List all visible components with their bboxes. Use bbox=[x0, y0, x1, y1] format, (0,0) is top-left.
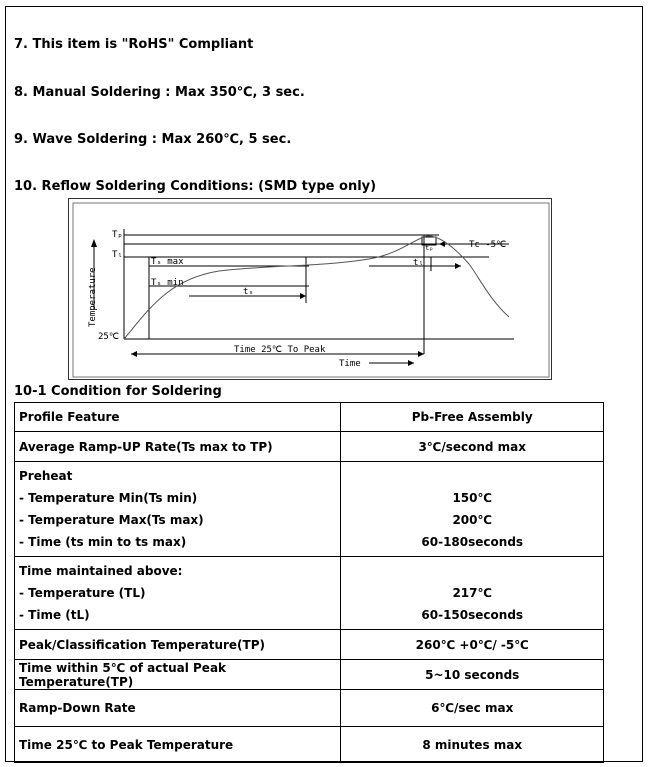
time-to-peak-feature: Time 25℃ to Peak Temperature bbox=[15, 727, 341, 763]
maintained-line: - Temperature (TL) bbox=[19, 586, 146, 600]
maintained-values bbox=[341, 557, 604, 630]
maintained-value: 60-150seconds bbox=[421, 608, 524, 622]
peak-feature: Peak/Classification Temperature(TP) bbox=[15, 630, 341, 660]
preheat-value: 60-180seconds bbox=[421, 535, 524, 549]
ts-max-label: Tₛ max bbox=[151, 257, 184, 267]
table-row bbox=[15, 462, 604, 557]
reflow-profile-diagram bbox=[68, 198, 552, 380]
ramp-down-value: 6℃/sec max bbox=[341, 690, 604, 727]
time-to-peak-arrow-head bbox=[418, 351, 424, 357]
reflow-profile-svg bbox=[69, 199, 553, 381]
time-to-peak-value: 8 minutes max bbox=[341, 727, 604, 763]
preheat-line: - Time (ts min to ts max) bbox=[19, 535, 187, 549]
time-label: Time bbox=[339, 359, 361, 369]
maintained-line: - Time (tL) bbox=[19, 608, 90, 622]
maintained-title: Time maintained above: bbox=[19, 564, 183, 578]
wave-soldering-note: 9. Wave Soldering : Max 260℃, 5 sec. bbox=[14, 132, 292, 147]
tl-arrow-head bbox=[455, 263, 461, 269]
ts-arrow-head bbox=[300, 293, 306, 299]
soldering-conditions-table bbox=[14, 402, 604, 763]
ts-min-label: Tₛ min bbox=[151, 278, 184, 288]
table-row bbox=[15, 727, 604, 763]
temperature-arrow-head bbox=[91, 239, 97, 247]
time-to-peak-arrow-tail bbox=[131, 351, 137, 357]
within-value: 5~10 seconds bbox=[341, 660, 604, 690]
ts-label: tₛ bbox=[243, 287, 254, 297]
ramp-up-value: 3℃/second max bbox=[341, 432, 604, 462]
rohs-note: 7. This item is "RoHS" Compliant bbox=[14, 37, 254, 52]
manual-soldering-note: 8. Manual Soldering : Max 350℃, 3 sec. bbox=[14, 85, 305, 100]
preheat-line: - Temperature Min(Ts min) bbox=[19, 491, 198, 505]
preheat-value: 150℃ bbox=[452, 491, 493, 505]
table-row bbox=[15, 660, 604, 690]
ramp-up-feature: Average Ramp-UP Rate(Ts max to TP) bbox=[15, 432, 341, 462]
within-feature: Time within 5℃ of actual Peak Temperature(TP) bbox=[15, 660, 341, 690]
tl-duration-label: tₗ bbox=[413, 258, 424, 268]
preheat-line: - Temperature Max(Ts max) bbox=[19, 513, 204, 527]
temperature-label: Temperature bbox=[88, 267, 98, 327]
section-title: 10-1 Condition for Soldering bbox=[14, 384, 222, 399]
time-to-peak-label: Time 25℃ To Peak bbox=[234, 345, 326, 355]
reflow-heading: 10. Reflow Soldering Conditions: (SMD type only) bbox=[14, 179, 377, 194]
maintained-value: 217℃ bbox=[452, 586, 493, 600]
tp-label: Tₚ bbox=[112, 230, 123, 240]
time-arrow-head bbox=[408, 360, 414, 366]
header-value: Pb-Free Assembly bbox=[341, 403, 604, 432]
start-temp-label: 25℃ bbox=[98, 332, 119, 342]
table-header-row bbox=[15, 403, 604, 432]
table-row bbox=[15, 630, 604, 660]
tl-label: Tₗ bbox=[112, 250, 123, 260]
maintained-feature bbox=[15, 557, 341, 630]
tp-duration-label: tₚ bbox=[425, 244, 434, 252]
table-row bbox=[15, 690, 604, 727]
header-feature: Profile Feature bbox=[15, 403, 341, 432]
preheat-title: Preheat bbox=[19, 469, 73, 483]
table-row bbox=[15, 432, 604, 462]
tc-label: Tc -5℃ bbox=[469, 240, 507, 250]
preheat-feature bbox=[15, 462, 341, 557]
table-row bbox=[15, 557, 604, 630]
preheat-value: 200℃ bbox=[452, 513, 493, 527]
preheat-values bbox=[341, 462, 604, 557]
ramp-down-feature: Ramp-Down Rate bbox=[15, 690, 341, 727]
peak-value: 260℃ +0℃/ -5℃ bbox=[341, 630, 604, 660]
